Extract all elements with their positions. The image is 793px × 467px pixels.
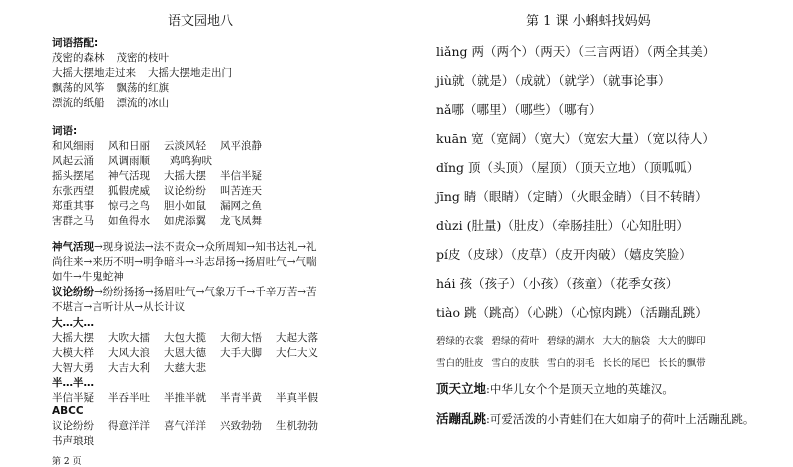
abcc-heading: ABCC [52,405,84,417]
character-line: jiù就（就是）（成就）（就学）（就事论事） [436,73,671,88]
word-chain-section [52,240,382,315]
da-da-row: 大模大样 大风大浪 大恩大德 大手大脚 大仁大义 [52,347,318,359]
abcc-row: 书声琅琅 [52,435,94,447]
word-chain-line: 尚往来→来历不明→明争暗斗→斗志昂扬→扬眉吐气→气喘 [52,256,317,268]
idiom-example: 活蹦乱跳:可爱活泼的小青蛙们在大如扇子的荷叶上活蹦乱跳。 [436,411,755,426]
phrase-row: 雪白的肚皮 雪白的皮肤 雪白的羽毛 长长的尾巴 长长的飘带 [436,358,706,369]
idiom-term: 顶天立地 [436,381,487,396]
character-line: tiào 跳（跳高）（心跳）（心惊肉跳）（活蹦乱跳） [436,305,708,320]
abcc-section [52,404,382,449]
vocabulary-heading: 词语: [52,125,78,137]
vocabulary-row: 风起云涌 风调雨顺 鸡鸣狗吠 [52,155,212,167]
collocation-row: 飘荡的风筝 飘荡的红旗 [52,82,169,94]
collocation-row: 大摇大摆地走过来 大摇大摆地走出门 [52,67,232,79]
abcc-row: 议论纷纷 得意洋洋 喜气洋洋 兴致勃勃 生机勃勃 [52,420,318,432]
character-line: hái 孩（孩子）（小孩）（孩童）（花季女孩） [436,276,679,291]
collocation-row: 茂密的森林 茂密的枝叶 [52,52,169,64]
vocabulary-row: 摇头摆尾 神气活现 大摇大摆 半信半疑 [52,170,262,182]
da-da-heading: 大…大… [52,317,94,329]
idiom-example: 顶天立地:中华儿女个个是顶天立地的英雄汉。 [436,381,674,396]
word-chain-line: 不堪言→言听计从→从长计议 [52,301,186,313]
character-line: kuān 宽（宽阔）（宽大）（宽宏大量）（宽以待人） [436,131,715,146]
character-line: liǎng 两（两个）（两天）（三言两语）（两全其美） [436,44,716,59]
ban-ban-heading: 半…半… [52,377,94,389]
character-line: dùzi (肚量)（肚皮）（牵肠挂肚）（心知肚明） [436,218,689,233]
vocabulary-row: 郑重其事 惊弓之鸟 胆小如鼠 漏网之鱼 [52,200,262,212]
word-collocation-section [52,36,382,111]
word-chain-line: 如牛→牛鬼蛇神 [52,271,124,283]
right-title: 第 1 课 小蝌蚪找妈妈 [526,14,651,29]
word-collocation-heading: 词语搭配: [52,37,99,49]
left-title: 语文园地八 [168,14,234,29]
page-number: 第 2 页 [52,457,82,467]
collocation-row: 漂流的纸船 漂流的冰山 [52,97,169,109]
character-line: pí皮（皮球）（皮草）（皮开肉破）（嬉皮笑脸） [436,247,692,262]
idiom-term: 活蹦乱跳 [436,411,487,426]
vocabulary-row: 害群之马 如鱼得水 如虎添翼 龙飞凤舞 [52,215,262,227]
da-da-row: 大摇大摆 大吹大擂 大包大揽 大彻大悟 大起大落 [52,332,318,344]
phrase-row: 碧绿的衣裳 碧绿的荷叶 碧绿的湖水 大大的脑袋 大大的脚印 [436,336,706,347]
word-chain-line: 神气活现→现身说法→法不责众→众所周知→知书达礼→礼 [52,241,317,253]
word-chain-line: 议论纷纷→纷纷扬扬→扬眉吐气→气象万千→千辛万苦→苦 [52,286,317,298]
da-da-row: 大智大勇 大吉大利 大慈大悲 [52,362,206,374]
vocabulary-row: 东张西望 狐假虎威 议论纷纷 叫苦连天 [52,185,262,197]
da-da-section [52,316,382,376]
vocabulary-section [52,124,382,229]
word-chain-start: 议论纷纷 [52,286,94,298]
ban-ban-row: 半信半疑 半吞半吐 半推半就 半青半黄 半真半假 [52,392,318,404]
character-line: dǐng 顶（头顶）（屋顶）（顶天立地）（顶呱呱） [436,160,700,175]
character-line: jīng 睛（眼睛）（定睛）（火眼金睛）（目不转睛） [436,189,708,204]
ban-ban-section [52,376,382,406]
character-line: nǎ哪（哪里）（哪些）（哪有） [436,102,602,117]
word-chain-start: 神气活现 [52,241,94,253]
vocabulary-row: 和风细雨 风和日丽 云淡风轻 风平浪静 [52,140,262,152]
